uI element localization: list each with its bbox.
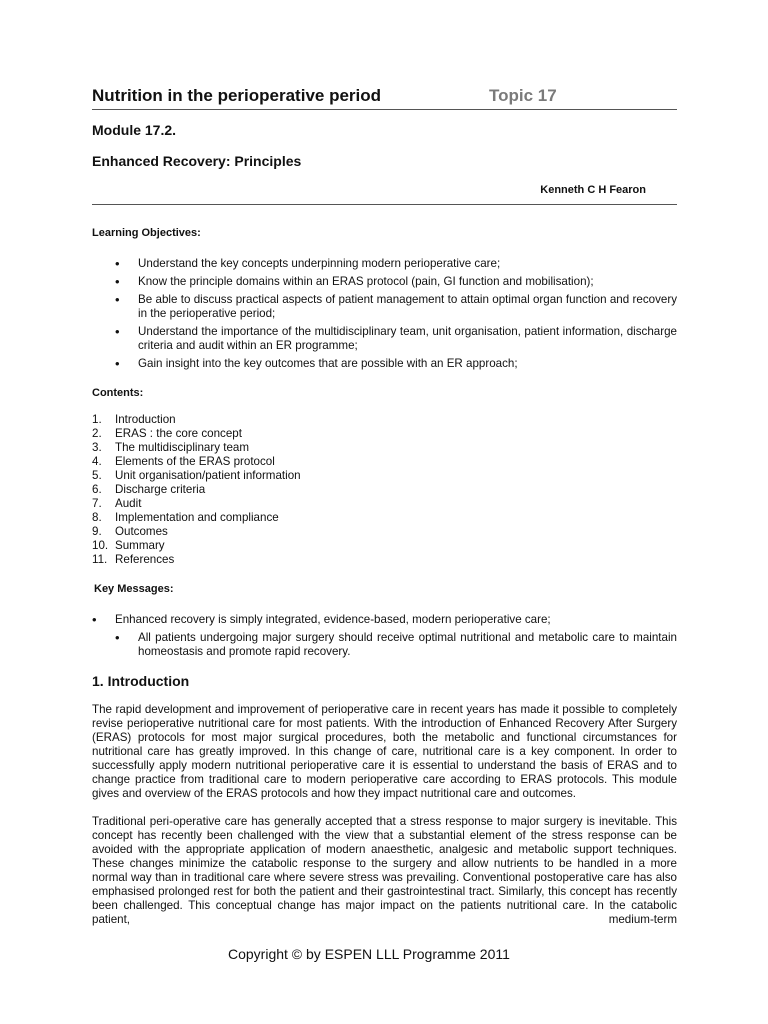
learning-objectives-label: Learning Objectives:: [92, 227, 201, 239]
contents-item: 4. Elements of the ERAS protocol: [92, 455, 275, 468]
list-item: • Know the principle domains within an ERAS protocol (pain, GI function and mobilisation);: [115, 275, 677, 289]
contents-label: Contents:: [92, 387, 144, 399]
key-messages-list: [92, 613, 677, 631]
list-item: • Be able to discuss practical aspects of patient management to attain optimal organ function and recovery in the perioperative period;: [115, 293, 677, 321]
contents-item: 11. References: [92, 553, 175, 566]
contents-item: 6. Discharge criteria: [92, 483, 206, 496]
contents-item: 3. The multidisciplinary team: [92, 441, 250, 454]
module-number: Module 17.2.: [92, 122, 177, 138]
contents-item: 5. Unit organisation/patient information: [92, 469, 301, 482]
author-name: Kenneth C H Fearon: [540, 184, 646, 196]
list-item: • All patients undergoing major surgery should receive optimal nutritional and metabolic care to maintain homeostasis and promote rapid recovery.: [115, 631, 677, 659]
topic-label: Topic 17: [489, 86, 557, 105]
author-divider: [92, 204, 677, 205]
list-item: • Enhanced recovery is simply integrated, evidence-based, modern perioperative care;: [92, 613, 677, 627]
list-item: • Understand the key concepts underpinning modern perioperative care;: [115, 257, 677, 271]
introduction-paragraph: The rapid development and improvement of perioperative care in recent years has made it possible to completely revise perioperative nutritional care for most patients. With the introduction of Enhanced Recovery After Surgery (ERAS) protocols for most major surgical procedures, both the metabolic and functional circumstances for nutritional care has greatly improved. In this change of care, nutritional care is a key component. In order to successfully apply modern nutritional perioperative care it is essential to understand the basis of ERAS and to change practice from traditional care to modern perioperative care according to ERAS protocols. This module gives and overview of the ERAS protocols and how they impact nutritional care and outcomes.: [92, 703, 677, 800]
contents-item: 2. ERAS : the core concept: [92, 427, 242, 440]
introduction-paragraph: Traditional peri-operative care has generally accepted that a stress response to major surgery is inevitable. This concept has recently been challenged with the view that a substantial element of the stress response can be avoided with the appropriate application of modern anaesthetic, analgesic and metabolic support techniques. These changes minimize the catabolic response to the surgery and allow nutrients to be handled in a more normal way than in traditional care where severe stress was prevailing. Conventional postoperative care has also emphasised prolonged rest for both the patient and their gastrointestinal tract. Similarly, this concept has recently been challenged. This conceptual change has major impact on the patients nutritional care. In the catabolic patient, medium-term: [92, 815, 677, 926]
copyright-footer: Copyright © by ESPEN LLL Programme 2011: [228, 946, 510, 962]
contents-item: 7. Audit: [92, 497, 142, 510]
module-subtitle: Enhanced Recovery: Principles: [92, 153, 302, 169]
contents-item: 10. Summary: [92, 539, 165, 552]
introduction-heading: 1. Introduction: [92, 673, 190, 689]
learning-objectives-list: [115, 257, 677, 375]
list-item: • Gain insight into the key outcomes that are possible with an ER approach;: [115, 357, 677, 371]
key-messages-label: Key Messages:: [94, 583, 174, 595]
contents-item: 1. Introduction: [92, 413, 176, 426]
contents-list: [92, 413, 492, 567]
key-messages-sublist: [115, 631, 677, 663]
contents-item: 9. Outcomes: [92, 525, 168, 538]
header-divider: [92, 109, 677, 110]
contents-item: 8. Implementation and compliance: [92, 511, 279, 524]
document-title: Nutrition in the perioperative period: [92, 86, 382, 105]
list-item: • Understand the importance of the multidisciplinary team, unit organisation, patient information, discharge criteria and audit within an ER programme;: [115, 325, 677, 353]
